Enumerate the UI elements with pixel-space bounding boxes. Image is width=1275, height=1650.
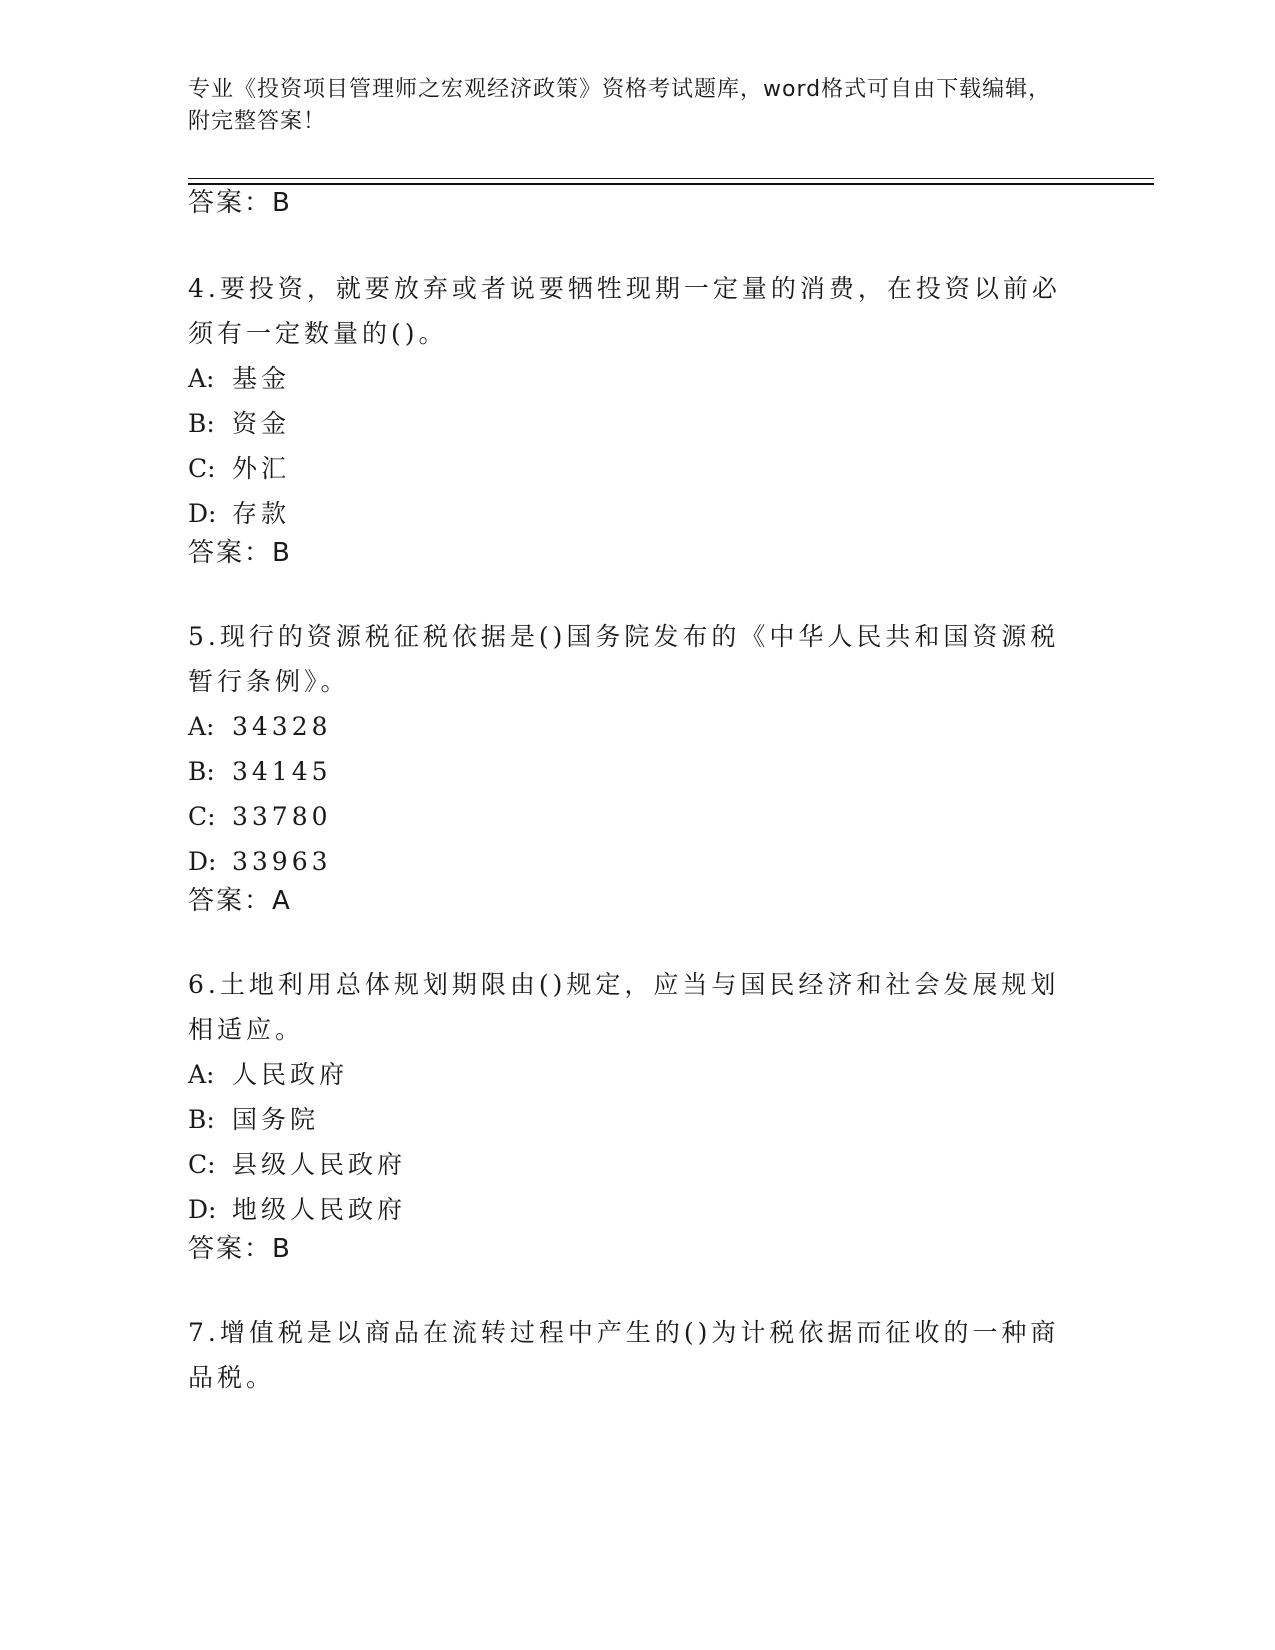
option-c xyxy=(188,794,1088,839)
option-letter: C: xyxy=(188,454,216,483)
question-stem: 5.现行的资源税征税依据是()国务院发布的《中华人民共和国资源税暂行条例》。 xyxy=(188,622,1060,696)
option-letter: C: xyxy=(188,802,216,831)
option-letter: B: xyxy=(188,409,215,438)
header-rule-thick xyxy=(188,183,1154,185)
option-text: 县级人民政府 xyxy=(232,1150,407,1179)
option-d xyxy=(188,839,1088,884)
option-text: 外汇 xyxy=(232,454,291,483)
option-a xyxy=(188,356,1088,401)
option-letter: B: xyxy=(188,1105,215,1134)
question-block xyxy=(188,1310,1088,1400)
question-stem: 4.要投资，就要放弃或者说要牺牲现期一定量的消费，在投资以前必须有一定数量的()。 xyxy=(188,274,1061,348)
option-letter: A: xyxy=(188,1060,215,1089)
question-block xyxy=(188,266,1088,570)
option-text: 存款 xyxy=(232,499,291,528)
option-text: 人民政府 xyxy=(232,1060,349,1089)
page-header: 专业《投资项目管理师之宏观经济政策》资格考试题库，word格式可自由下载编辑，附完整答案！ xyxy=(188,77,1052,134)
option-c xyxy=(188,1142,1088,1187)
option-d xyxy=(188,1187,1088,1232)
option-letter: A: xyxy=(188,364,215,393)
option-letter: A: xyxy=(188,712,215,741)
option-b xyxy=(188,401,1088,446)
question-block xyxy=(188,614,1088,918)
option-text: 基金 xyxy=(232,364,291,393)
answer-line: 答案：B xyxy=(188,1234,292,1264)
option-a xyxy=(188,1052,1088,1097)
question-stem: 6.土地利用总体规划期限由()规定，应当与国民经济和社会发展规划相适应。 xyxy=(188,970,1060,1044)
option-letter: C: xyxy=(188,1150,216,1179)
option-text: 地级人民政府 xyxy=(232,1195,407,1224)
answer-line: 答案：A xyxy=(188,886,292,916)
option-c xyxy=(188,446,1088,491)
option-d xyxy=(188,491,1088,536)
question-stem: 7.增值税是以商品在流转过程中产生的()为计税依据而征收的一种商品税。 xyxy=(188,1318,1060,1392)
option-a xyxy=(188,704,1088,749)
answer-line: 答案：B xyxy=(188,538,292,568)
header-rule-thin xyxy=(188,178,1154,179)
option-text: 资金 xyxy=(232,409,291,438)
option-letter: D: xyxy=(188,1195,217,1224)
option-text: 34328 xyxy=(232,712,332,741)
answer-line: 答案：B xyxy=(188,188,292,218)
option-text: 33963 xyxy=(232,847,332,876)
option-letter: D: xyxy=(188,847,217,876)
option-text: 34145 xyxy=(232,757,332,786)
option-b xyxy=(188,1097,1088,1142)
option-b xyxy=(188,749,1088,794)
option-letter: D: xyxy=(188,499,217,528)
option-text: 33780 xyxy=(232,802,332,831)
option-letter: B: xyxy=(188,757,215,786)
option-text: 国务院 xyxy=(232,1105,320,1134)
question-block xyxy=(188,962,1088,1266)
